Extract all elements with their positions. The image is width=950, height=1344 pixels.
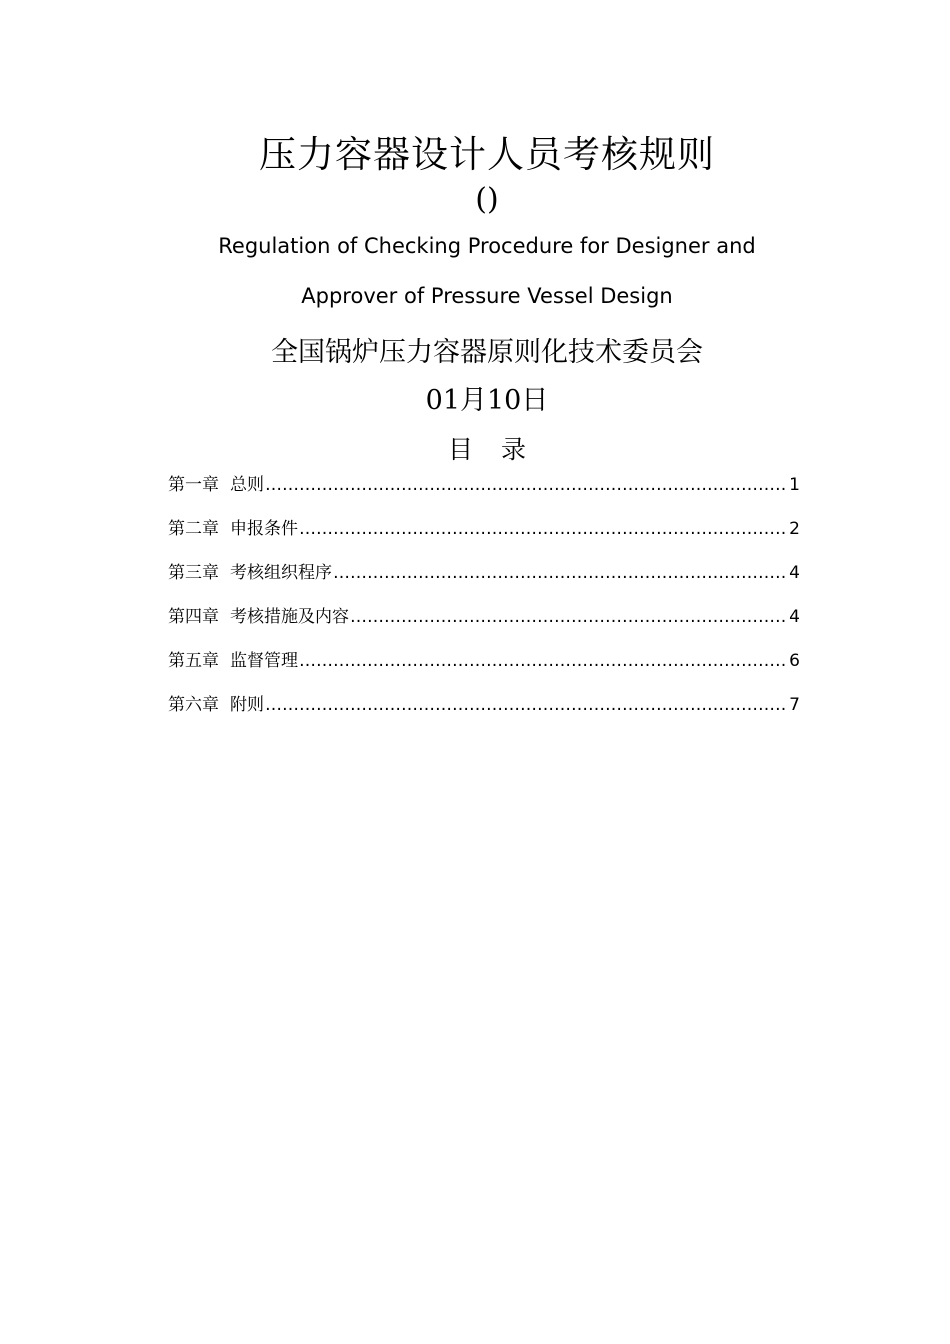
document-title: 压力容器设计人员考核规则 [259,133,715,176]
toc-page-number: 2 [789,519,800,539]
committee-name: 全国锅炉压力容器原则化技术委员会 [271,337,703,368]
toc-name: 监督管理 [230,651,298,671]
toc-name: 考核措施及内容 [230,607,349,627]
toc-chapter: 第一章 [168,475,219,495]
toc-entry-5[interactable] [168,646,800,690]
english-title-line-1: Regulation of Checking Procedure for Designer and [218,234,756,258]
toc-chapter: 第六章 [168,695,219,715]
document-paren: () [475,182,499,217]
toc-heading: 目录 [447,435,554,464]
toc-page-number: 7 [789,695,800,715]
toc-leader-dots [299,514,788,544]
toc-entry-2[interactable] [168,514,800,558]
table-of-contents [168,470,800,734]
toc-name: 附则 [230,695,264,715]
toc-entry-1[interactable] [168,470,800,514]
toc-name: 考核组织程序 [230,563,332,583]
toc-leader-dots [350,602,788,632]
toc-page-number: 4 [789,563,800,583]
toc-entry-4[interactable] [168,602,800,646]
toc-name: 总则 [230,475,264,495]
toc-chapter: 第四章 [168,607,219,627]
toc-entry-6[interactable] [168,690,800,734]
toc-entry-3[interactable] [168,558,800,602]
toc-chapter: 第二章 [168,519,219,539]
toc-page-number: 6 [789,651,800,671]
toc-leader-dots [265,690,788,720]
english-title-line-2: Approver of Pressure Vessel Design [301,284,673,308]
toc-chapter: 第五章 [168,651,219,671]
toc-name: 申报条件 [230,519,298,539]
toc-leader-dots [333,558,788,588]
toc-page-number: 1 [789,475,800,495]
toc-page-number: 4 [789,607,800,627]
toc-leader-dots [299,646,788,676]
document-date: 01月10日 [425,385,549,416]
toc-chapter: 第三章 [168,563,219,583]
toc-leader-dots [265,470,788,500]
